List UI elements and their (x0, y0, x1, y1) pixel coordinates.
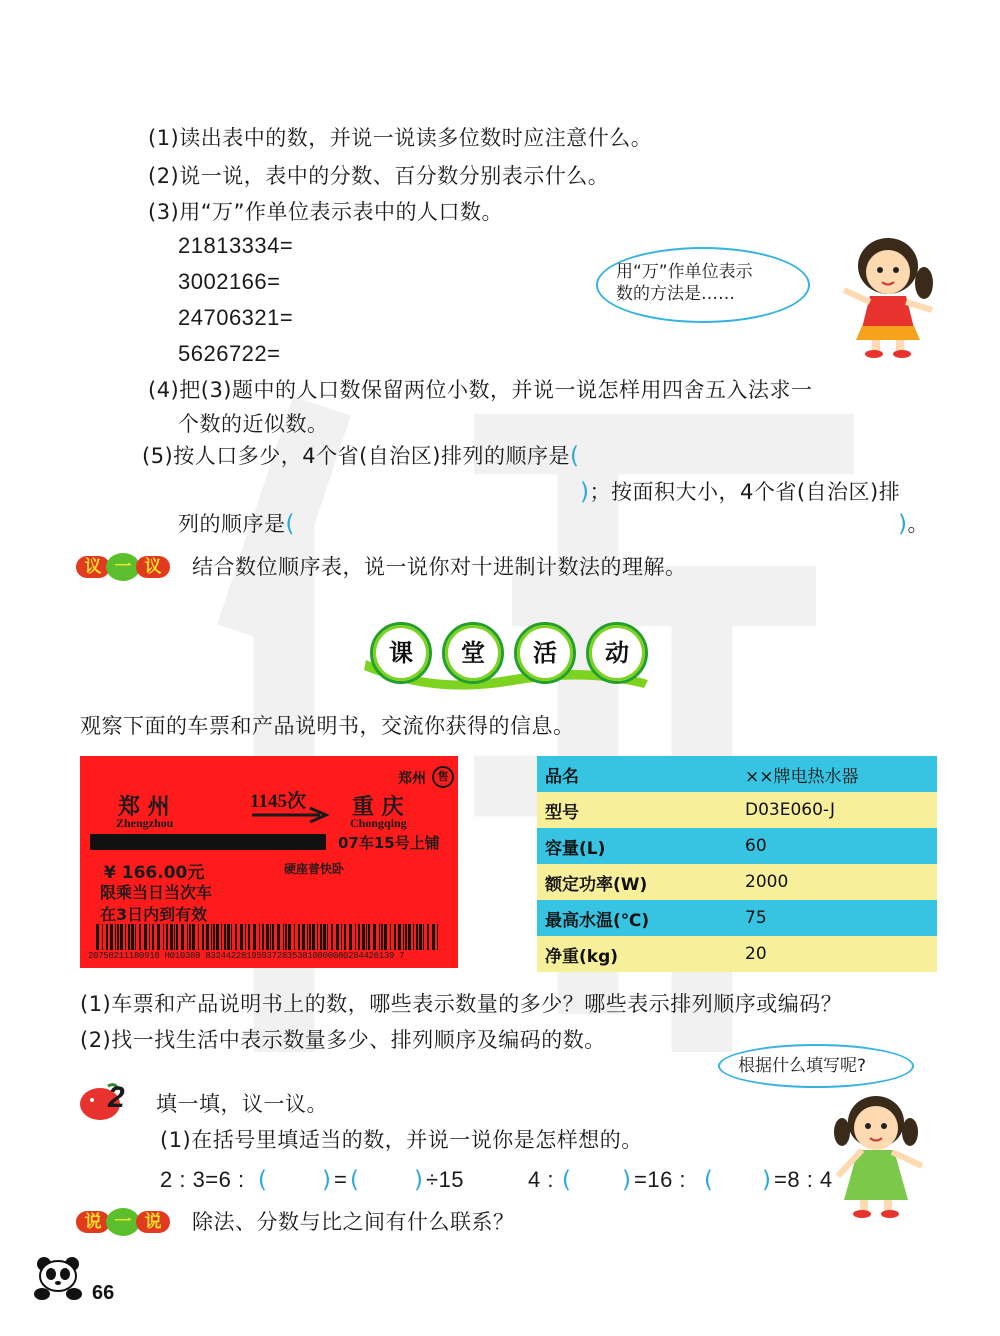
barcode-bar (192, 924, 195, 950)
spec-row (537, 864, 937, 900)
barcode-bar (403, 924, 404, 950)
talk-badge-char-2: 一 (106, 1208, 140, 1236)
barcode-bar (394, 924, 396, 950)
barcode-bar (144, 924, 147, 950)
equation-blank-3-close[interactable]: ) (622, 1167, 632, 1193)
spec-label: 容量(L) (537, 828, 737, 864)
talk-badge-char-3: 说 (136, 1211, 170, 1233)
barcode-bar (248, 924, 250, 950)
barcode-bar (166, 924, 168, 950)
panda-icon (30, 1254, 86, 1302)
barcode-bar (309, 924, 311, 950)
spec-label: 型号 (537, 792, 737, 828)
barcode-bar (181, 924, 184, 950)
equation-1-part-b: = (334, 1167, 348, 1192)
barcode-bar (102, 924, 103, 950)
barcode-bar (373, 924, 376, 950)
barcode-bar (125, 924, 126, 950)
answer-blank-2-close[interactable]: ) (898, 511, 908, 537)
barcode-bar (320, 924, 322, 950)
discuss-badge (76, 553, 170, 581)
spec-value: 75 (737, 900, 937, 936)
product-spec-table (537, 756, 937, 972)
discuss-badge-char-1: 议 (76, 556, 110, 578)
equation-blank-1-open[interactable]: ( (258, 1167, 268, 1193)
equation-blank-1-close[interactable]: ) (322, 1167, 332, 1193)
barcode-bar (302, 924, 305, 950)
barcode-bar (341, 924, 342, 950)
barcode-bar (384, 924, 387, 950)
ticket-stamp-icon: 售 (432, 766, 454, 788)
barcode-bar (312, 924, 315, 950)
spec-row (537, 756, 937, 792)
ticket-barcode-number: 20750211180910 H010388 8324422819593728353810800080284426139 7 (88, 951, 405, 961)
barcode-bar (390, 924, 391, 950)
spec-label: 最高水温(℃) (537, 900, 737, 936)
answer-blank-1-open[interactable]: ( (570, 443, 580, 469)
banner-char-3: 活 (514, 622, 576, 684)
ticket-class: 硬座普快卧 (284, 862, 345, 876)
question-5-line-2 (580, 478, 900, 506)
question-4-line-2: 个数的近似数。 (178, 412, 329, 436)
ticket-black-strip (90, 834, 326, 850)
barcode-bar (221, 924, 222, 950)
equation-blank-2-close[interactable]: ) (414, 1167, 424, 1193)
girl-illustration-1 (836, 228, 940, 358)
question-5-period: 。 (907, 512, 929, 536)
exercise-2-sub-1: (1)在括号里填适当的数，并说一说你是怎样想的。 (160, 1128, 643, 1152)
equation-blank-3-open[interactable]: ( (562, 1167, 572, 1193)
spec-label: 品名 (537, 756, 737, 792)
barcode-bar (344, 924, 346, 950)
barcode-bar (327, 924, 328, 950)
activity-question-1: (1)车票和产品说明书上的数，哪些表示数量的多少？哪些表示排列顺序或编码？ (80, 992, 843, 1016)
barcode-bar (224, 924, 226, 950)
barcode-bar (149, 924, 150, 950)
bubble-2-text: 根据什么填写呢? (738, 1056, 867, 1076)
question-5-line-3-end (898, 510, 929, 538)
barcode-bar (262, 924, 264, 950)
page-number: 66 (92, 1282, 115, 1304)
barcode-bar (198, 924, 199, 950)
equation-2-part-a: 4 : (528, 1167, 554, 1192)
question-2: (2)说一说，表中的分数、百分数分别表示什么。 (148, 164, 610, 188)
discuss-badge-char-3: 议 (136, 556, 170, 578)
spec-value: D03E060-J (737, 792, 937, 828)
answer-blank-2-open[interactable]: ( (285, 511, 295, 537)
speech-bubble-1 (596, 247, 810, 323)
ticket-rule-1: 限乘当日当次车 (100, 883, 213, 902)
barcode-bar (206, 924, 209, 950)
ticket-to-pinyin: Chongqing (350, 816, 407, 830)
barcode-bar (381, 924, 383, 950)
barcode-bar (283, 924, 284, 950)
equation-1-part-c: ÷15 (426, 1167, 465, 1192)
barcode-bar (115, 924, 116, 950)
spec-row (537, 828, 937, 864)
barcode-bar (259, 924, 260, 950)
question-5-line-1 (142, 442, 579, 470)
discuss-badge-char-2: 一 (106, 553, 140, 581)
question-5-text-2: ；按面积大小，4个省(自治区)排 (589, 480, 901, 504)
barcode-bar (323, 924, 326, 950)
barcode-bar (131, 924, 134, 950)
activity-banner (362, 620, 652, 690)
barcode-bar (413, 924, 414, 950)
girl-illustration-2 (818, 1088, 938, 1220)
banner-char-4: 动 (586, 622, 648, 684)
spec-row (537, 936, 937, 972)
ticket-rule-2: 在3日内到有效 (100, 905, 208, 924)
equation-blank-4-open[interactable]: ( (704, 1167, 714, 1193)
barcode-bar (211, 924, 212, 950)
talk-badge (76, 1208, 170, 1236)
banner-char-1: 课 (370, 622, 432, 684)
barcode-bar (106, 924, 108, 950)
barcode-bar (362, 924, 365, 950)
exercise-2-title: 填一填，议一议。 (156, 1092, 328, 1116)
number-4: 5626722= (178, 341, 281, 366)
ticket-price: ¥ 166.00元 (104, 863, 205, 883)
equation-2-part-c: =8 : 4 (774, 1167, 833, 1192)
barcode-bar (227, 924, 230, 950)
equation-1-part-a: 2 : 3=6 : (160, 1167, 245, 1192)
barcode-bar (408, 924, 411, 950)
spec-label: 额定功率(W) (537, 864, 737, 900)
train-ticket (80, 756, 458, 968)
bubble-1-line-1: 用“万”作单位表示 (616, 262, 753, 282)
barcode-bar (272, 924, 274, 950)
barcode-bar (174, 924, 175, 950)
barcode-bar (423, 924, 424, 950)
barcode-bar (120, 924, 123, 950)
spec-value: 60 (737, 828, 937, 864)
barcode-bar (432, 924, 435, 950)
barcode-bar (379, 924, 380, 950)
speech-bubble-2 (718, 1044, 914, 1088)
activity-intro: 观察下面的车票和产品说明书，交流你获得的信息。 (80, 714, 575, 738)
barcode-bar (298, 924, 300, 950)
barcode-bar (157, 924, 160, 950)
barcode-bar (231, 924, 232, 950)
barcode-bar (216, 924, 219, 950)
spec-value: ××牌电热水器 (737, 756, 937, 792)
barcode-bar (170, 924, 173, 950)
ticket-from-pinyin: Zhengzhou (116, 816, 174, 830)
ticket-from: 郑 州 (118, 795, 170, 820)
spec-label: 净重(kg) (537, 936, 737, 972)
exercise-2-number: 2 (108, 1081, 126, 1114)
barcode-bar (405, 924, 407, 950)
barcode-bar (128, 924, 130, 950)
number-3: 24706321= (178, 305, 294, 330)
barcode-bar (285, 924, 287, 950)
equation-blank-4-close[interactable]: ) (762, 1167, 772, 1193)
number-2: 3002166= (178, 269, 281, 294)
barcode-bar (336, 924, 339, 950)
number-1: 21813334= (178, 233, 294, 258)
ticket-station-stamp: 郑州 (398, 771, 426, 787)
barcode-bar (152, 924, 154, 950)
barcode-bar (110, 924, 113, 950)
question-5-line-3 (178, 510, 295, 538)
barcode-bar (416, 924, 418, 950)
barcode-bar (117, 924, 119, 950)
barcode-bar (135, 924, 136, 950)
barcode-bar (266, 924, 269, 950)
spec-row (537, 792, 937, 828)
barcode-bar (358, 924, 360, 950)
barcode-bar (349, 924, 352, 950)
barcode-bar (189, 924, 191, 950)
question-5-text-1: (5)按人口多少，4个省(自治区)排列的顺序是 (142, 444, 570, 468)
question-5-text-3: 列的顺序是 (178, 512, 286, 536)
barcode-bar (176, 924, 178, 950)
barcode-bar (270, 924, 271, 950)
barcode-bar (202, 924, 204, 950)
question-1: (1)读出表中的数，并说一说读多位数时应注意什么。 (148, 126, 653, 150)
barcode-bar (139, 924, 141, 950)
answer-blank-1-close[interactable]: ) (580, 479, 590, 505)
barcode-bar (419, 924, 422, 950)
ticket-train-number: 1145次 (250, 791, 306, 812)
barcode-bar (307, 924, 308, 950)
equation-blank-2-open[interactable]: ( (350, 1167, 360, 1193)
ticket-barcode (96, 924, 442, 950)
equation-2-part-b: =16 : (634, 1167, 687, 1192)
question-3: (3)用“万”作单位表示表中的人口数。 (148, 200, 504, 224)
barcode-bar (187, 924, 188, 950)
barcode-bar (398, 924, 401, 950)
barcode-bar (277, 924, 280, 950)
spec-value: 2000 (737, 864, 937, 900)
activity-question-2: (2)找一找生活中表示数量多少、排列顺序及编码的数。 (80, 1028, 606, 1052)
spec-value: 20 (737, 936, 937, 972)
barcode-bar (317, 924, 318, 950)
barcode-bar (213, 924, 215, 950)
barcode-bar (368, 924, 370, 950)
spec-row (537, 900, 937, 936)
bubble-1-line-2: 数的方法是…… (616, 284, 735, 304)
barcode-bar (163, 924, 164, 950)
barcode-bar (253, 924, 256, 950)
barcode-bar (96, 924, 99, 950)
ticket-arrow-icon (250, 806, 330, 824)
barcode-bar (235, 924, 237, 950)
barcode-bar (288, 924, 291, 950)
barcode-bar (245, 924, 246, 950)
discuss-text: 结合数位顺序表，说一说你对十进制计数法的理解。 (192, 555, 687, 579)
barcode-bar (427, 924, 429, 950)
barcode-bar (366, 924, 367, 950)
barcode-bar (240, 924, 243, 950)
ticket-seat: 07车15号上铺 (338, 834, 440, 852)
ticket-to: 重 庆 (352, 795, 404, 820)
talk-badge-char-1: 说 (76, 1211, 110, 1233)
barcode-bar (294, 924, 295, 950)
barcode-bar (331, 924, 333, 950)
question-4-line-1: (4)把(3)题中的人口数保留两位小数，并说一说怎样用四舍五入法求一 (148, 378, 813, 402)
barcode-bar (355, 924, 356, 950)
talk-text: 除法、分数与比之间有什么联系？ (192, 1210, 515, 1234)
banner-char-2: 堂 (442, 622, 504, 684)
barcode-bar (437, 924, 438, 950)
